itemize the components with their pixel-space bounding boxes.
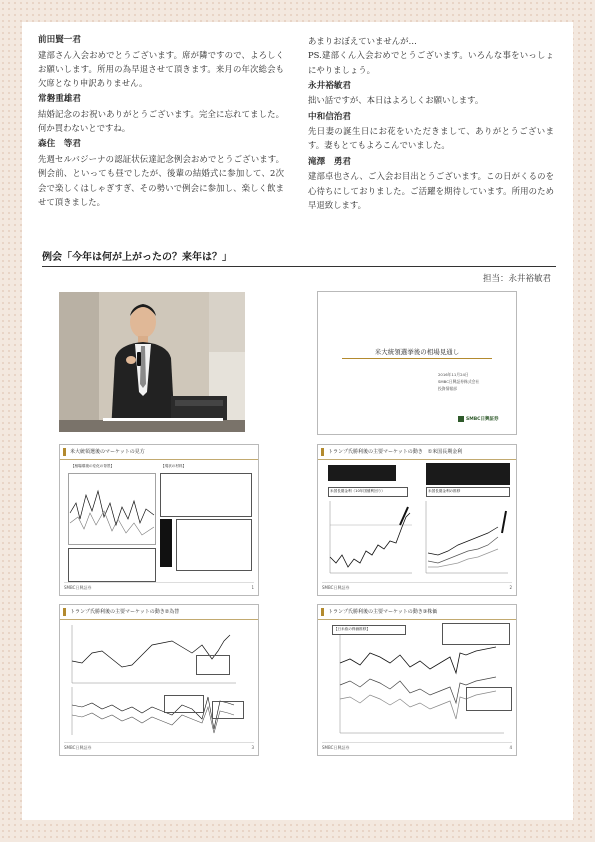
slide-chart: [422, 497, 510, 577]
slide-market-view: [59, 444, 259, 596]
slide-box: [160, 473, 252, 517]
slide-box: [164, 695, 204, 713]
brand-logo: SMBC日興証券: [322, 745, 350, 750]
slide-title: トランプ氏勝利後の主要マーケットの動き ①米国長期金利: [318, 445, 516, 460]
slide-box: [212, 701, 244, 719]
slide-box-background: 【相場環境の変化の背景】: [71, 464, 115, 468]
slide-label-a: 【日米欧の株価推移】: [332, 625, 406, 635]
slide-chart: [68, 623, 238, 685]
slide-company: SMBC日興証券株式会社: [438, 379, 480, 384]
member-message: 先日妻の誕生日にお花をいただきまして、ありがとうございます。妻もとてもよろこんでいました。: [308, 126, 554, 151]
page-number: 1: [251, 585, 254, 590]
slide-label-a: 米国長期金利（10年国債利回り）: [328, 487, 408, 497]
member-message: 建部卓也さん、ご入会お目出とうございます。この日がくるのを心待ちにしておりました。ご活躍を期待しています。所用のため早退致します。: [308, 171, 554, 210]
slide-box: [176, 519, 252, 571]
slide-box: [466, 687, 512, 711]
slide-footer: [64, 742, 254, 752]
member-name: 滝澤 勇君: [308, 156, 351, 167]
slide-chart: [326, 633, 506, 737]
slide-box-current: 【現状の材料】: [161, 464, 187, 468]
slide-title: トランプ氏勝利後の主要マーケットの動き③株価: [318, 605, 516, 620]
section-heading: 例会「今年は何が上がったの？来年は？」: [42, 248, 556, 267]
slide-date: 2016年11月24日: [438, 372, 469, 377]
member-name: 中和信治君: [308, 111, 351, 122]
logo-icon: [458, 416, 464, 422]
slide-label-b: 米国長期金利の推移: [426, 487, 510, 497]
slide-us-rates: [317, 444, 517, 596]
member-message: 結婚記念のお祝いありがとうございます。完全に忘れてました。何か買わないとですね。: [38, 108, 284, 134]
member-name: 常磐重雄君: [38, 94, 81, 105]
brand-logo: SMBC日興証券: [466, 417, 499, 422]
page-number: 4: [509, 745, 512, 750]
message-column-right: [308, 34, 554, 212]
slide-block: [160, 519, 172, 567]
title-slide: [317, 291, 517, 435]
member-message: 建部さん入会おめでとうございます。席が隣ですので、よろしくお願いします。所用の為早退させて頂きます。来月の年次総会も欠席となり申訳ありません。: [38, 49, 284, 89]
slide-box: [196, 655, 230, 675]
page-number: 2: [509, 585, 512, 590]
slide-box: [328, 465, 396, 481]
slide-box: [426, 463, 510, 485]
brand-logo: SMBC日興証券: [64, 585, 92, 590]
member-name: 永井裕敏君: [308, 80, 351, 91]
member-message: 先週セルバジーナの認証状伝達記念例会おめでとうございます。例会前、といっても昼でしたが、後輩の結婚式に参加して、2次会で楽しくはしゃぎすぎ、その勢いで例会に参加し、楽しく飲ませて頂きました。: [38, 153, 284, 207]
newsletter-page: [22, 22, 573, 820]
slide-stocks: [317, 604, 517, 756]
slide-chart: [68, 473, 156, 545]
slide-footer: [322, 742, 512, 752]
slide-title: 米大統領選挙後の相場見通し: [342, 347, 492, 359]
member-message: 拙い話ですが、本日はよろしくお願いします。: [308, 95, 484, 106]
slide-footer: [64, 582, 254, 592]
brand-logo: SMBC日興証券: [322, 585, 350, 590]
message-column-left: [38, 34, 284, 209]
brand-logo: SMBC日興証券: [64, 745, 92, 750]
slide-box: [68, 548, 156, 582]
page-number: 3: [251, 745, 254, 750]
slide-fx: [59, 604, 259, 756]
presenter-credit: 担当：永井裕敏君: [482, 274, 551, 284]
slide-chart: [326, 497, 414, 577]
slide-dept: 投資情報部: [438, 386, 457, 391]
speaker-photo: [59, 292, 245, 432]
continued-message: あまりおぼえていませんが… PS.建部くん入会おめでとうございます。いろんな事をいっしょにやりましょう。: [308, 36, 554, 75]
member-name: 森住 等君: [38, 139, 81, 150]
slide-title: 米大統領選後のマーケットの見方: [60, 445, 258, 460]
slide-footer: [322, 582, 512, 592]
member-name: 前田賢一君: [38, 35, 81, 45]
slide-title: トランプ氏勝利後の主要マーケットの動き②為替: [60, 605, 258, 620]
